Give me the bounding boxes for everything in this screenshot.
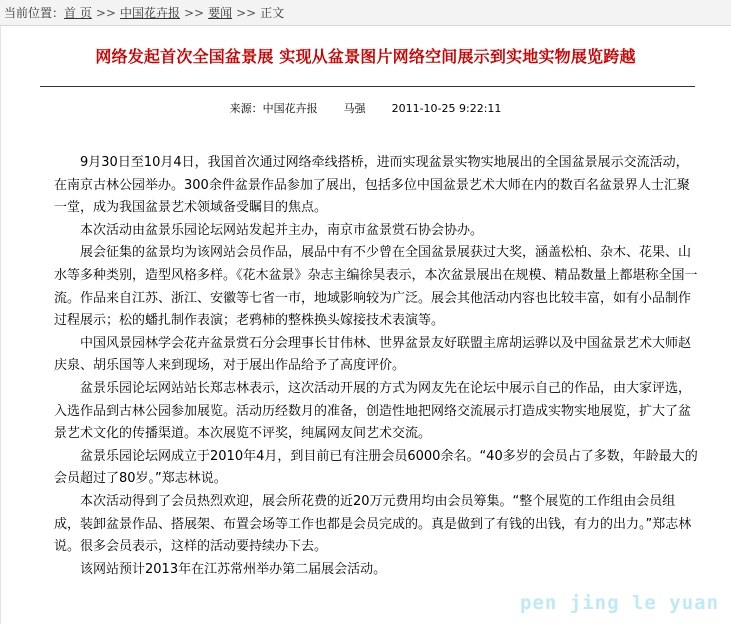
- article-author: 马强: [343, 102, 366, 115]
- breadcrumb-prefix: 当前位置：: [4, 6, 65, 20]
- article-paragraph: 本次活动得到了会员热烈欢迎，展会所花费的近20万元费用均由会员筹集。“整个展览的工作组由会员组成，装卸盆景作品、搭展架、布置会场等工作也都是会员完成的。真是做到了有钱的出钱，有力的出力。”郑志林说。很多会员表示，这样的活动要持续办下去。: [54, 493, 692, 555]
- breadcrumb: [0, 0, 731, 26]
- breadcrumb-link-newspaper[interactable]: 中国花卉报: [119, 6, 180, 20]
- breadcrumb-link-home[interactable]: 首 页: [64, 6, 92, 20]
- breadcrumb-link-news[interactable]: 要闻: [208, 6, 233, 20]
- article-paragraph: 该网站预计2013年在江苏常州举办第二届展会活动。: [80, 561, 387, 577]
- article-paragraph: 盆景乐园论坛网成立于2010年4月，到目前已有注册会员6000余名。“40多岁的会员占了多数，年龄最大的会员超过了80岁。”郑志林说。: [54, 448, 698, 487]
- breadcrumb-separator: >>: [183, 5, 205, 20]
- breadcrumb-current: 正文: [260, 6, 285, 20]
- article-body: [54, 152, 698, 581]
- title-divider: [40, 86, 695, 87]
- article-paragraph: 9月30日至10月4日，我国首次通过网络牵线搭桥，进而实现盆景实物实地展出的全国盆景展示交流活动，在南京古林公园举办。300余件盆景作品参加了展出，包括多位中国盆景艺术大师在内的数百名盆景界人士汇聚一堂，成为我国盆景艺术领域备受瞩目的焦点。: [54, 155, 690, 216]
- breadcrumb-separator: >>: [95, 5, 116, 20]
- article-paragraph: 本次活动由盆景乐园论坛网站发起并主办，南京市盆景赏石协会协办。: [80, 222, 484, 238]
- article-datetime: 2011-10-25 9:22:11: [391, 102, 502, 115]
- breadcrumb-separator: >>: [236, 5, 257, 20]
- article-source: 来源：中国花卉报: [229, 102, 318, 115]
- article-paragraph: 中国风景园林学会花卉盆景赏石分会理事长甘伟林、世界盆景友好联盟主席胡运骅以及中国盆景艺术大师赵庆泉、胡乐国等人来到现场，对于展出作品给予了高度评价。: [54, 335, 692, 374]
- article-meta: [0, 100, 731, 116]
- article-paragraph: 盆景乐园论坛网站站长郑志林表示，这次活动开展的方式为网友先在论坛中展示自己的作品，由大家评选，入选作品到古林公园参加展览。活动历经数月的准备，创造性地把网络交流展示打造成实物实地展览，扩大了盆景艺术文化的传播渠道。本次展览不评奖，纯属网友间艺术交流。: [54, 380, 692, 442]
- article-title: 网络发起首次全国盆景展 实现从盆景图片网络空间展示到实地实物展览跨越: [95, 47, 636, 66]
- article-paragraph: 展会征集的盆景均为该网站会员作品，展品中有不少曾在全国盆景展获过大奖，涵盖松柏、杂木、花果、山水等多种类别，造型风格多样。《花木盆景》杂志主编徐昊表示，本次盆景展出在规模、精品数量上都堪称全国一流。作品来自江苏、浙江、安徽等七省一市，地域影响较为广泛。展会其他活动内容也比较丰富，如有小品制作过程展示；松的蟠扎制作表演；老鸦柿的整株换头嫁接技术表演等。: [54, 245, 698, 329]
- site-watermark: pen jing le yuan: [520, 592, 720, 614]
